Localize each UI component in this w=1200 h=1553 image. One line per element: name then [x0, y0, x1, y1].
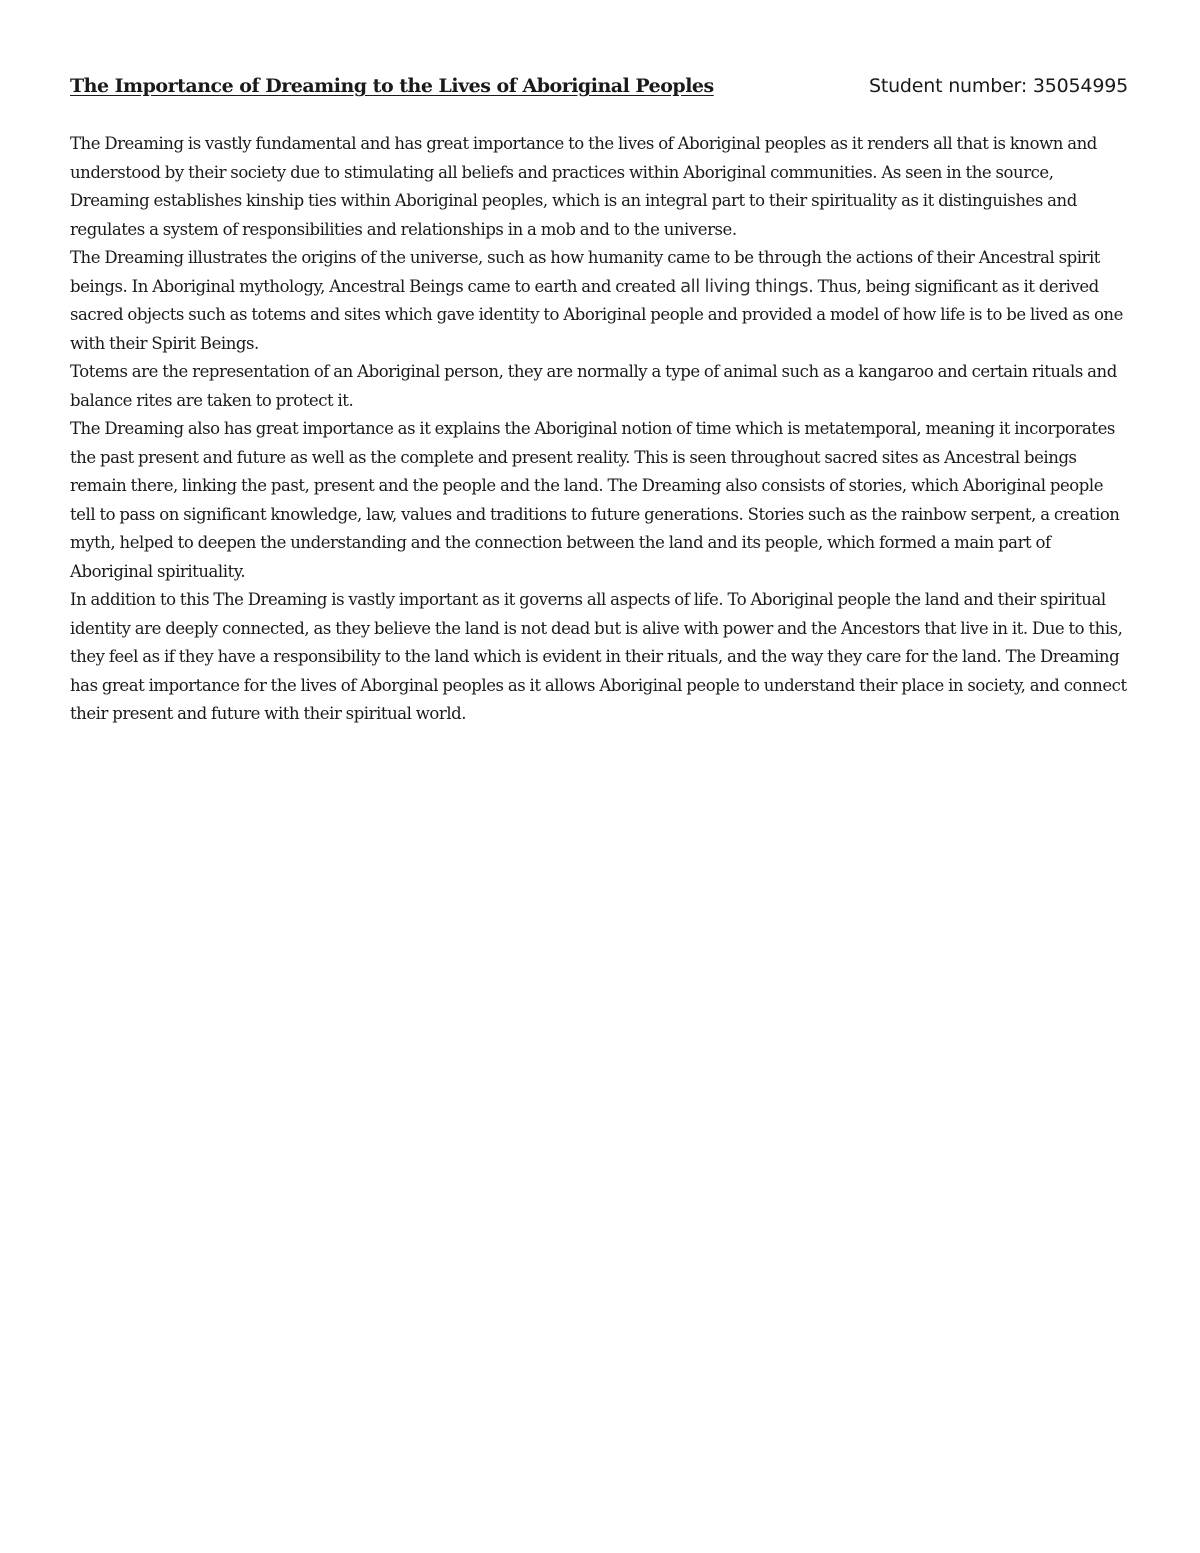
paragraph-origins-end: Thus, being significant as it derived sacred objects such as totems and sites which gave identity to Aboriginal people and provided a model of how life is to be lived as one with their Spirit Beings.	[70, 276, 1123, 353]
document-header	[70, 72, 1128, 104]
paragraph-totems: Totems are the representation of an Aboriginal person, they are normally a type of animal such as a kangaroo and certain rituals and balance rites are taken to protect it.	[70, 362, 1117, 410]
paragraph-origins-highlight: all living things.	[680, 275, 814, 297]
paragraph-origins	[70, 244, 1132, 358]
paragraph-time: The Dreaming also has great importance as it explains the Aboriginal notion of time which is metatemporal, meaning it incorporates the past present and future as well as the complete and present reality. This is seen throughout sacred sites as Ancestral beings remain there, linking the past, present and the people and the land. The Dreaming also consists of stories, which Aboriginal people tell to pass on significant knowledge, law, values and traditions to future generations. Stories such as the rainbow serpent, a creation myth, helped to deepen the understanding and the connection between the land and its people, which formed a main part of Aboriginal spirituality.	[70, 419, 1120, 581]
document-title: The Importance of Dreaming to the Lives of Aboriginal Peoples	[70, 75, 714, 97]
student-number: Student number: 35054995	[868, 75, 1128, 97]
paragraph-origins-start: The Dreaming illustrates the origins of the universe, such as how humanity came to be through the actions of their Ancestral spirit beings. In Aboriginal mythology, Ancestral Beings came to earth and created	[70, 248, 1100, 296]
paragraph-kinship: The Dreaming is vastly fundamental and has great importance to the lives of Aboriginal peoples as it renders all that is known and understood by their society due to stimulating all beliefs and practices within Aboriginal communities. As seen in the source, Dreaming establishes kinship ties within Aboriginal peoples, which is an integral part to their spirituality as it distinguishes and regulates a system of responsibilities and relationships in a mob and to the universe.	[70, 134, 1097, 239]
document-body	[70, 130, 1132, 729]
paragraph-land: In addition to this The Dreaming is vastly important as it governs all aspects of life. To Aboriginal people the land and their spiritual identity are deeply connected, as they believe the land is not dead but is alive with power and the Ancestors that live in it. Due to this, they feel as if they have a responsibility to the land which is evident in their rituals, and the way they care for the land. The Dreaming has great importance for the lives of Aborginal peoples as it allows Aboriginal people to understand their place in society, and connect their present and future with their spiritual world.	[70, 590, 1127, 723]
